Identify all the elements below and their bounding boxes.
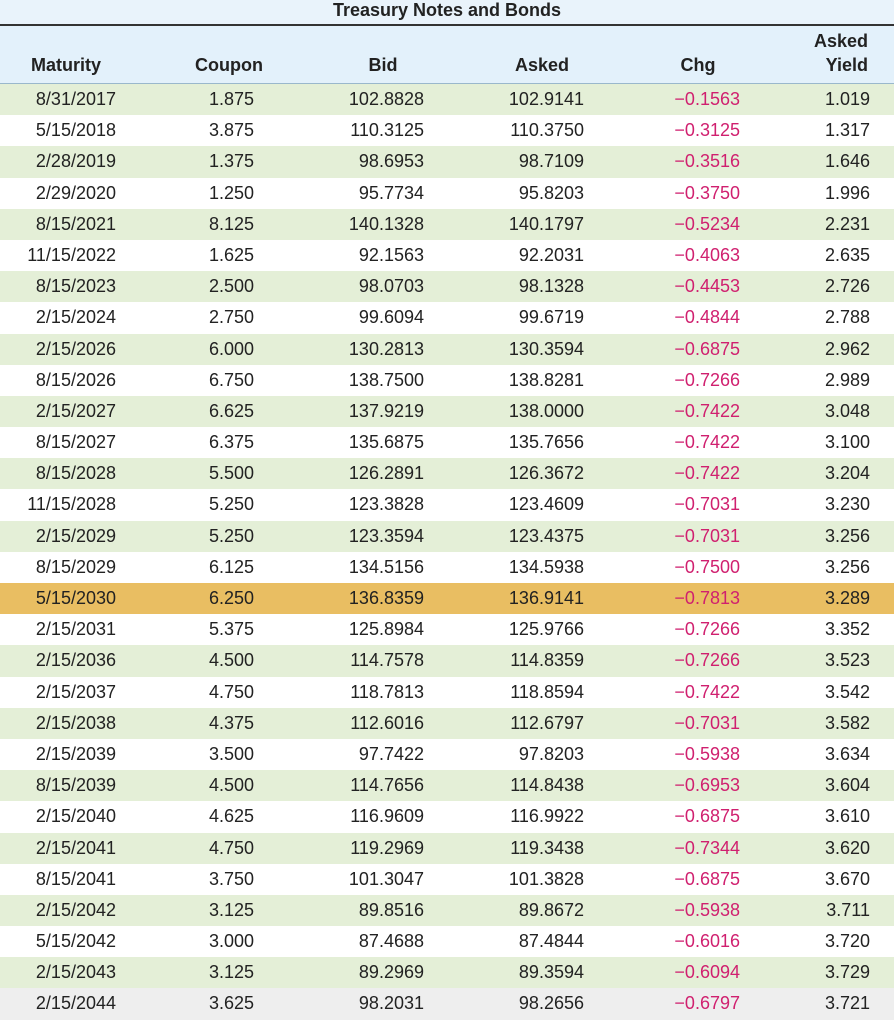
asked-cell: 130.3594 [508, 338, 584, 359]
maturity-cell: 8/15/2021 [35, 213, 116, 234]
table-row [0, 240, 894, 271]
coupon-cell: 3.875 [208, 120, 254, 141]
asked-cell: 101.3828 [508, 868, 584, 889]
asked-yield-cell: 3.289 [824, 588, 870, 608]
asked-cell: 92.2031 [518, 244, 584, 265]
coupon-cell: 1.625 [208, 244, 254, 265]
coupon-cell: 5.375 [208, 619, 254, 640]
maturity-cell: 2/15/2040 [35, 806, 116, 827]
header-maturity: Maturity [30, 55, 101, 75]
table-row [0, 458, 894, 489]
asked-yield-cell: 3.610 [824, 806, 870, 827]
chg-cell: −0.6875 [674, 806, 740, 827]
chg-cell: −0.7422 [674, 681, 740, 702]
bid-cell: 125.8984 [348, 619, 424, 640]
asked-cell: 99.6719 [518, 307, 584, 328]
chg-cell: −0.6016 [674, 931, 740, 952]
chg-cell: −0.3125 [674, 120, 740, 141]
chg-cell: −0.6797 [674, 993, 740, 1014]
maturity-cell: 2/15/2042 [35, 899, 116, 920]
chg-cell: −0.1563 [674, 89, 740, 109]
chg-cell: −0.7266 [674, 619, 740, 640]
coupon-cell: 8.125 [208, 213, 254, 234]
bid-cell: 89.8516 [358, 899, 424, 920]
asked-yield-cell: 2.788 [824, 307, 870, 328]
asked-cell: 118.8594 [510, 681, 584, 702]
table-row [0, 365, 894, 396]
chg-cell: −0.6875 [674, 868, 740, 889]
header-chg: Chg [680, 55, 716, 75]
chg-cell: −0.4453 [674, 276, 740, 297]
coupon-cell: 6.000 [208, 338, 254, 359]
bid-cell: 98.0703 [358, 276, 424, 297]
table-row [0, 614, 894, 645]
coupon-cell: 4.750 [208, 837, 254, 858]
coupon-cell: 3.125 [208, 899, 254, 920]
maturity-cell: 8/15/2023 [35, 276, 116, 297]
bid-cell: 135.6875 [348, 432, 424, 453]
asked-yield-cell: 3.523 [824, 650, 870, 671]
chg-cell: −0.7422 [674, 400, 740, 421]
bid-cell: 116.9609 [350, 806, 424, 827]
asked-cell: 114.8359 [510, 650, 584, 671]
maturity-cell: 2/15/2027 [35, 400, 116, 421]
asked-yield-cell: 3.352 [824, 619, 870, 640]
table-row [0, 489, 894, 520]
asked-yield-cell: 1.019 [824, 89, 870, 109]
maturity-cell: 2/15/2024 [35, 307, 116, 328]
maturity-cell: 2/15/2026 [35, 338, 116, 359]
asked-yield-cell: 1.646 [824, 151, 870, 172]
table-row [0, 895, 894, 926]
maturity-cell: 8/15/2041 [35, 868, 116, 889]
asked-cell: 98.7109 [518, 151, 584, 172]
maturity-cell: 2/15/2037 [35, 681, 116, 702]
maturity-cell: 2/15/2031 [35, 619, 116, 640]
table-row [0, 739, 894, 770]
table-row [0, 334, 894, 365]
chg-cell: −0.7031 [674, 712, 740, 733]
bid-cell: 98.2031 [358, 993, 424, 1014]
header-asked-yield [790, 29, 868, 77]
coupon-cell: 3.625 [208, 993, 254, 1014]
coupon-cell: 1.875 [208, 89, 254, 109]
bid-cell: 89.2969 [358, 962, 424, 983]
asked-yield-cell: 3.711 [826, 899, 870, 920]
maturity-cell: 8/15/2028 [35, 463, 116, 484]
header-asked: Asked [514, 55, 570, 75]
asked-cell: 114.8438 [510, 775, 584, 796]
chg-cell: −0.7422 [674, 432, 740, 453]
bid-cell: 95.7734 [358, 182, 424, 203]
asked-yield-cell: 3.256 [824, 556, 870, 577]
table-row [0, 708, 894, 739]
table-row [0, 521, 894, 552]
chg-cell: −0.7344 [674, 837, 740, 858]
coupon-cell: 4.750 [208, 681, 254, 702]
table-row [0, 926, 894, 957]
bid-cell: 99.6094 [358, 307, 424, 328]
maturity-cell: 5/15/2042 [35, 931, 116, 952]
header-bid: Bid [368, 55, 398, 75]
table-header [0, 26, 894, 84]
coupon-cell: 5.500 [208, 463, 254, 484]
coupon-cell: 4.625 [208, 806, 254, 827]
table-row-highlighted [0, 583, 894, 614]
table-row [0, 677, 894, 708]
coupon-cell: 3.000 [208, 931, 254, 952]
chg-cell: −0.5938 [674, 743, 740, 764]
chg-cell: −0.7266 [674, 369, 740, 390]
asked-yield-cell: 3.542 [824, 681, 870, 702]
bid-cell: 114.7656 [350, 775, 424, 796]
asked-cell: 136.9141 [508, 588, 584, 608]
asked-yield-cell: 2.989 [824, 369, 870, 390]
asked-yield-cell: 3.100 [824, 432, 870, 453]
table-row [0, 833, 894, 864]
table-title: Treasury Notes and Bonds [0, 0, 894, 26]
coupon-cell: 1.375 [208, 151, 254, 172]
asked-yield-cell: 3.634 [824, 743, 870, 764]
asked-yield-cell: 3.721 [824, 993, 870, 1014]
asked-cell: 125.9766 [508, 619, 584, 640]
maturity-cell: 8/15/2039 [35, 775, 116, 796]
header-coupon: Coupon [195, 55, 263, 75]
bid-cell: 123.3594 [348, 525, 424, 546]
chg-cell: −0.7813 [674, 588, 740, 608]
maturity-cell: 5/15/2030 [35, 588, 116, 608]
asked-yield-cell: 3.230 [824, 494, 870, 515]
asked-yield-cell: 3.256 [824, 525, 870, 546]
chg-cell: −0.5938 [674, 899, 740, 920]
bid-cell: 102.8828 [348, 89, 424, 109]
asked-yield-cell: 2.726 [824, 276, 870, 297]
maturity-cell: 5/15/2018 [35, 120, 116, 141]
bid-cell: 138.7500 [348, 369, 424, 390]
maturity-cell: 2/15/2036 [35, 650, 116, 671]
bid-cell: 98.6953 [358, 151, 424, 172]
maturity-cell: 2/15/2039 [35, 743, 116, 764]
table-row [0, 178, 894, 209]
bid-cell: 114.7578 [350, 650, 424, 671]
maturity-cell: 11/15/2022 [27, 244, 116, 265]
asked-yield-cell: 2.231 [824, 213, 870, 234]
coupon-cell: 5.250 [208, 525, 254, 546]
maturity-cell: 2/15/2043 [35, 962, 116, 983]
chg-cell: −0.6953 [674, 775, 740, 796]
coupon-cell: 1.250 [208, 182, 254, 203]
asked-yield-cell: 1.996 [824, 182, 870, 203]
coupon-cell: 3.500 [208, 743, 254, 764]
table-row [0, 146, 894, 177]
asked-yield-cell: 3.670 [824, 868, 870, 889]
maturity-cell: 8/15/2027 [35, 432, 116, 453]
table-row [0, 864, 894, 895]
asked-yield-cell: 3.204 [824, 463, 870, 484]
table-row [0, 957, 894, 988]
asked-cell: 135.7656 [508, 432, 584, 453]
asked-cell: 123.4375 [508, 525, 584, 546]
chg-cell: −0.3750 [674, 182, 740, 203]
bid-cell: 134.5156 [348, 556, 424, 577]
bid-cell: 130.2813 [348, 338, 424, 359]
coupon-cell: 6.375 [208, 432, 254, 453]
asked-cell: 87.4844 [518, 931, 584, 952]
header-asked-yield-line2: Yield [825, 55, 868, 75]
asked-cell: 110.3750 [510, 120, 584, 141]
bid-cell: 126.2891 [348, 463, 424, 484]
maturity-cell: 2/15/2041 [35, 837, 116, 858]
table-row [0, 770, 894, 801]
chg-cell: −0.5234 [674, 213, 740, 234]
maturity-cell: 8/15/2029 [35, 556, 116, 577]
maturity-cell: 2/15/2044 [35, 993, 116, 1014]
maturity-cell: 8/31/2017 [35, 89, 116, 109]
bid-cell: 123.3828 [348, 494, 424, 515]
coupon-cell: 5.250 [208, 494, 254, 515]
asked-cell: 97.8203 [518, 743, 584, 764]
table-row [0, 84, 894, 115]
asked-cell: 95.8203 [518, 182, 584, 203]
table-row [0, 396, 894, 427]
bid-cell: 112.6016 [350, 712, 424, 733]
chg-cell: −0.3516 [674, 151, 740, 172]
coupon-cell: 3.750 [208, 868, 254, 889]
asked-yield-cell: 3.604 [824, 775, 870, 796]
asked-cell: 116.9922 [510, 806, 584, 827]
bid-cell: 118.7813 [350, 681, 424, 702]
coupon-cell: 6.125 [208, 556, 254, 577]
bid-cell: 140.1328 [348, 213, 424, 234]
chg-cell: −0.7266 [674, 650, 740, 671]
asked-cell: 134.5938 [508, 556, 584, 577]
asked-cell: 126.3672 [508, 463, 584, 484]
table-row [0, 988, 894, 1019]
bid-cell: 101.3047 [348, 868, 424, 889]
maturity-cell: 11/15/2028 [27, 494, 116, 515]
table-row [0, 427, 894, 458]
maturity-cell: 2/28/2019 [35, 151, 116, 172]
asked-cell: 140.1797 [508, 213, 584, 234]
table-row [0, 645, 894, 676]
maturity-cell: 2/15/2029 [35, 525, 116, 546]
asked-yield-cell: 3.620 [824, 837, 870, 858]
coupon-cell: 6.625 [208, 400, 254, 421]
chg-cell: −0.7031 [674, 525, 740, 546]
chg-cell: −0.7422 [674, 463, 740, 484]
asked-cell: 89.3594 [518, 962, 584, 983]
asked-cell: 89.8672 [518, 899, 584, 920]
bid-cell: 110.3125 [350, 120, 424, 141]
asked-cell: 138.8281 [508, 369, 584, 390]
table-row [0, 271, 894, 302]
asked-cell: 98.2656 [518, 993, 584, 1014]
chg-cell: −0.6875 [674, 338, 740, 359]
bid-cell: 137.9219 [348, 400, 424, 421]
coupon-cell: 3.125 [208, 962, 254, 983]
table-row [0, 115, 894, 146]
bid-cell: 92.1563 [358, 244, 424, 265]
bid-cell: 87.4688 [358, 931, 424, 952]
bid-cell: 119.2969 [350, 837, 424, 858]
bid-cell: 136.8359 [348, 588, 424, 608]
asked-yield-cell: 2.635 [824, 244, 870, 265]
coupon-cell: 2.750 [208, 307, 254, 328]
coupon-cell: 6.250 [208, 588, 254, 608]
coupon-cell: 2.500 [208, 276, 254, 297]
chg-cell: −0.4063 [674, 244, 740, 265]
coupon-cell: 4.500 [208, 650, 254, 671]
maturity-cell: 2/29/2020 [35, 182, 116, 203]
asked-cell: 112.6797 [510, 712, 584, 733]
asked-cell: 123.4609 [508, 494, 584, 515]
asked-cell: 119.3438 [510, 837, 584, 858]
table-body [0, 84, 894, 1020]
chg-cell: −0.4844 [674, 307, 740, 328]
asked-cell: 102.9141 [508, 89, 584, 109]
coupon-cell: 6.750 [208, 369, 254, 390]
chg-cell: −0.6094 [674, 962, 740, 983]
asked-yield-cell: 3.720 [824, 931, 870, 952]
asked-cell: 138.0000 [508, 400, 584, 421]
coupon-cell: 4.500 [208, 775, 254, 796]
asked-yield-cell: 3.582 [824, 712, 870, 733]
asked-yield-cell: 3.048 [824, 400, 870, 421]
bid-cell: 97.7422 [358, 743, 424, 764]
coupon-cell: 4.375 [208, 712, 254, 733]
chg-cell: −0.7031 [674, 494, 740, 515]
chg-cell: −0.7500 [674, 556, 740, 577]
table-row [0, 552, 894, 583]
table-row [0, 209, 894, 240]
table-row [0, 302, 894, 333]
asked-yield-cell: 2.962 [824, 338, 870, 359]
table-row [0, 801, 894, 832]
asked-cell: 98.1328 [518, 276, 584, 297]
header-asked-yield-line1: Asked [813, 31, 868, 51]
asked-yield-cell: 3.729 [824, 962, 870, 983]
maturity-cell: 8/15/2026 [35, 369, 116, 390]
maturity-cell: 2/15/2038 [35, 712, 116, 733]
asked-yield-cell: 1.317 [824, 120, 870, 141]
